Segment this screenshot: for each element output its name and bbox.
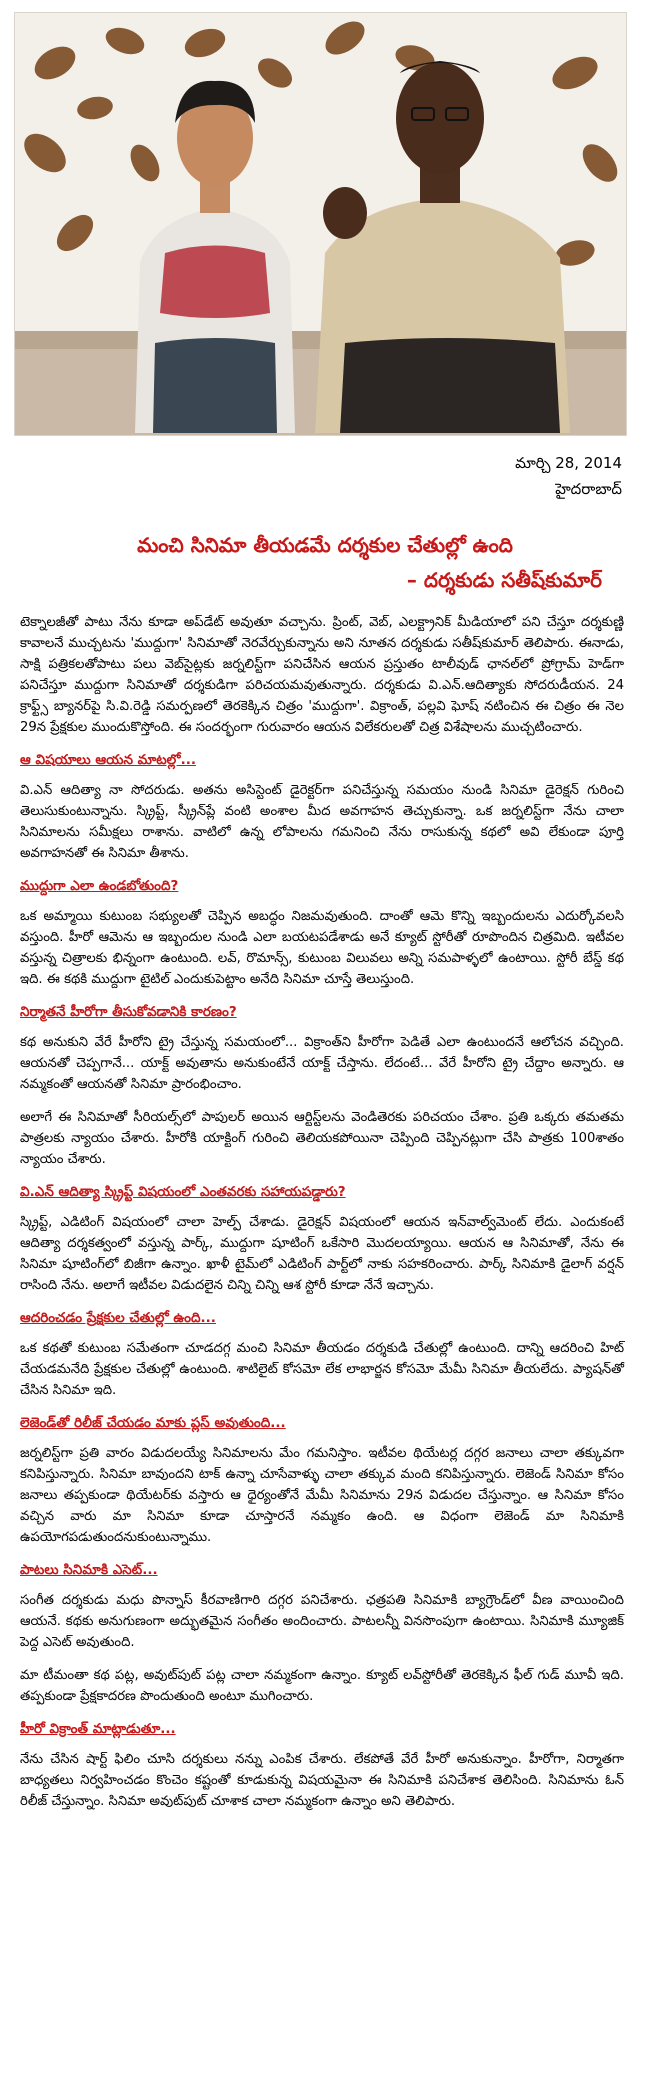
article-body [20,612,624,1824]
section-heading: ఆదరించడం ప్రేక్షకుల చేతుల్లో ఉంది... [20,1310,216,1326]
press-meet-photo [14,12,627,436]
section-heading: ముద్దుగా ఎలా ఉండబోతుంది? [20,878,179,894]
article-titles [0,528,650,598]
section-heading: నిర్మాతనే హీరోగా తీసుకోవడానికి కారణం? [20,1004,237,1020]
photo-illustration [15,13,626,435]
section-heading: హీరో విక్రాంత్ మాట్లాడుతూ... [20,1721,176,1737]
section-paragraph: నేను చేసిన షార్ట్ ఫిలిం చూసి దర్శకులు నన్ను ఎంపిక చేశారు. లేకపోతే వేరే హీరో అనుకున్నాం. హీరోగా, నిర్మాతగా బాధ్యతలు నిర్వహించడం కొంచెం కష్టంతో కూడుకున్న విషయమైనా ఈ సినిమాకి పనిచేశాక తెలిసింది. సినిమాను ఓన్ రిలీజ్ చేస్తున్నాం. సినిమా అవుట్‌పుట్ చూశాక చాలా నమ్మకంగా ఉన్నాం అని తెలిపారు. [20,1752,624,1809]
byline: – దర్శకుడు సతీష్‌కుమార్ [406,568,602,592]
publish-place: హైదరాబాద్ [555,480,622,498]
section-paragraph: సంగీత దర్శకుడు మధు పొన్నాస్ కీరవాణిగారి దగ్గర పనిచేశారు. ఛత్రపతి సినిమాకి బ్యాగ్రౌండ్‌లో వీణ వాయించింది ఆయనే. కథకు అనుగుణంగా అద్భుతమైన సంగీతం అందించారు. పాటలన్నీ వినసొంపుగా ఉంటాయి. సినిమాకి మ్యూజిక్ పెద్ద ఎసెట్ అవుతుంది. [20,1593,624,1650]
headline: మంచి సినిమా తీయడమే దర్శకుల చేతుల్లో ఉంది [137,533,513,557]
section-paragraph: జర్నలిస్ట్‌గా ప్రతి వారం విడుదలయ్యే సినిమాలను మేం గమనిస్తాం. ఇటీవల థియేటర్ల దగ్గర జనాలు చాలా తక్కువగా కనిపిస్తున్నారు. సినిమా బావుందని టాక్ ఉన్నా చూసేవాళ్ళు చాలా తక్కువ మంది కనిపిస్తున్నారు. లెజెండ్ సినిమా కోసం జనాలు తప్పకుండా థియేటర్‌కు వస్తారు ఆ ధైర్యంతోనే మేమీ సినిమాను 29న విడుదల చేస్తున్నాం. ఆ సినిమా కోసం వచ్చిన వారు మా సినిమా కూడా చూస్తారనే నమ్మకం ఉంది. ఆ విధంగా లెజెండ్ మా సినిమాకి ఉపయోగపడుతుందనుకుంటున్నాము. [20,1446,624,1545]
section-heading: వి.ఎన్ ఆదిత్యా స్క్రిప్ట్ విషయంలో ఎంతవరకు సహాయపడ్డారు? [20,1184,346,1200]
section-paragraph: స్క్రిప్ట్, ఎడిటింగ్ విషయంలో చాలా హెల్ప్ చేశాడు. డైరెక్షన్ విషయంలో ఆయన ఇన్‌వాల్వ్‌మెంట్ లేదు. ఎందుకంటే ఆదిత్యా దర్శకత్వంలో వస్తున్న పార్క్, ముద్దుగా షూటింగ్ ఒకేసారి మొదలయ్యాయి. ఆయన ఆ సినిమాతో, నేను ఈ సినిమా షూటింగ్‌లో బిజీగా ఉన్నాం. ఖాళీ టైమ్‌లో ఎడిటింగ్ పార్ట్‌లో నాకు సహకరించారు. పార్క్ సినిమాకి డైలాగ్ వర్షన్ రాసింది నేను. అలాగే ఇటీవల విడుదలైన చిన్ని చిన్ని ఆశ స్టోరీ కూడా నేనే ఇచ్చాను. [20,1215,624,1293]
section-heading: లెజెండ్‌తో రిలీజ్ చేయడం మాకు ప్లస్ అవుతుంది... [20,1415,286,1431]
intro-paragraph: టెక్నాలజీతో పాటు నేను కూడా అప్‌డేట్ అవుతూ వచ్చాను. ప్రింట్, వెబ్, ఎలక్ట్రానిక్ మీడియాలో పని చేస్తూ దర్శకుణ్ణి కావాలనే ముచ్చటను 'ముద్దుగా' సినిమాతో నెరవేర్చుకున్నాను అని నూతన దర్శకుడు సతీష్‌కుమార్ తెలిపారు. ఈనాడు, సాక్షి పత్రికలతోపాటు పలు వెబ్‌సైట్లకు జర్నలిస్ట్‌గా పనిచేసిన ఆయన ప్రస్తుతం టాలీవుడ్ ఛానల్‌లో ప్రోగ్రామ్ హెడ్‌గా పనిచేస్తూ ముద్దుగా సినిమాతో దర్శకుడిగా పరిచయమవుతున్నారు. దర్శకుడు వి.ఎన్.ఆదిత్యాకు సోదరుడీయన. 24 క్రాఫ్ట్స్ బ్యానర్‌పై సి.వి.రెడ్డి సమర్పణలో తెరకెక్కిన చిత్రం 'ముద్దుగా'. విక్రాంత్, పల్లవి ఘోష్ నటించిన ఈ చిత్రం ఈ నెల 29న ప్రేక్షకుల ముందుకొస్తోంది. ఈ సందర్భంగా గురువారం ఆయన విలేకరులతో చిత్ర విశేషాలను ముచ్చటించారు. [20,615,624,735]
section-heading: ఆ విషయాలు ఆయన మాటల్లో... [20,752,196,768]
section-paragraph: మా టీమంతా కథ పట్ల, అవుట్‌పుట్ పట్ల చాలా నమ్మకంగా ఉన్నాం. క్యూట్ లవ్‌స్టోరీతో తెరకెక్కిన ఫీల్ గుడ్ మూవీ ఇది. తప్పకుండా ప్రేక్షకాదరణ పొందుతుంది అంటూ ముగించారు. [20,1668,624,1704]
section-paragraph: ఒక అమ్మాయి కుటుంబ సభ్యులతో చెప్పిన అబద్ధం నిజమవుతుంది. దాంతో ఆమె కొన్ని ఇబ్బందులను ఎదుర్కోవలసి వస్తుంది. హీరో ఆమెను ఆ ఇబ్బందుల నుండి ఎలా బయటపడేశాడు అనే క్యూట్ స్టోరీతో రూపొందిన చిత్రమిది. ఇటీవల వస్తున్న చిత్రాలకు భిన్నంగా ఉంటుంది. లవ్, రొమాన్స్, కుటుంబ విలువలు అన్ని సమపాళ్ళలో ఉంటాయి. స్టోరీ బేస్డ్ కథ ఇది. ఈ కథకి ముద్దుగా టైటిల్ ఎందుకుపెట్టాం అనేది సినిమా చూస్తే తెలుస్తుంది. [20,909,624,987]
section-paragraph: వి.ఎన్ ఆదిత్యా నా సోదరుడు. అతను అసిస్టెంట్ డైరెక్టర్‌గా పనిచేస్తున్న సమయం నుండి సినిమా డైరెక్షన్ గురించి తెలుసుకుంటున్నాను. స్క్రిప్ట్, స్క్రీన్‌ప్లే వంటి అంశాల మీద అవగాహన తెచ్చుకున్నా. ఒక జర్నలిస్ట్‌గా నేను చాలా సినిమాలను సమీక్షలు రాశాను. వాటిలో ఉన్న లోపాలను గమనించి నేను రాసుకున్న కథలో అవి లేకుండా పూర్తి అవగాహనతో ఈ సినిమా తీశాను. [20,783,624,861]
section-paragraph: కథ అనుకుని వేరే హీరోని ట్రై చేస్తున్న సమయంలో... విక్రాంత్‌ని హీరోగా పెడితే ఎలా ఉంటుందనే ఆలోచన వచ్చింది. ఆయనతో చెప్పగానే... యాక్ట్ అవుతాను అనుకుంటేనే యాక్ట్ చేస్తాను. లేదంటే... వేరే హీరోని ట్రై చేద్దాం అన్నారు. ఆ నమ్మకంతో ఆయనతో సినిమా ప్రారంభించాం. [20,1035,624,1092]
section-paragraph: అలాగే ఈ సినిమాతో సీరియల్స్‌లో పాపులర్ అయిన ఆర్టిస్ట్‌లను వెండితెరకు పరిచయం చేశాం. ప్రతి ఒక్కరు తమతమ పాత్రలకు న్యాయం చేశారు. హీరోకి యాక్టింగ్ గురించి తెలియకపోయినా చెప్పింది చెప్పినట్లుగా చేసి పాత్రకు 100శాతం న్యాయం చేశారు. [20,1110,624,1167]
publish-date: మార్చి 28, 2014 [515,454,622,472]
section-heading: పాటలు సినిమాకి ఎసెట్... [20,1562,158,1578]
dateline [362,450,622,502]
section-paragraph: ఒక కథతో కుటుంబ సమేతంగా చూడదగ్గ మంచి సినిమా తీయడం దర్శకుడి చేతుల్లో ఉంటుంది. దాన్ని ఆదరించి హిట్ చేయడమనేది ప్రేక్షకుల చేతుల్లో ఉంటుంది. శాటిలైట్ కోసమో లేక లాభార్జన కోసమో మేమీ సినిమా తీయలేదు. ప్యాషన్‌తో చేసిన సినిమా ఇది. [20,1341,624,1398]
